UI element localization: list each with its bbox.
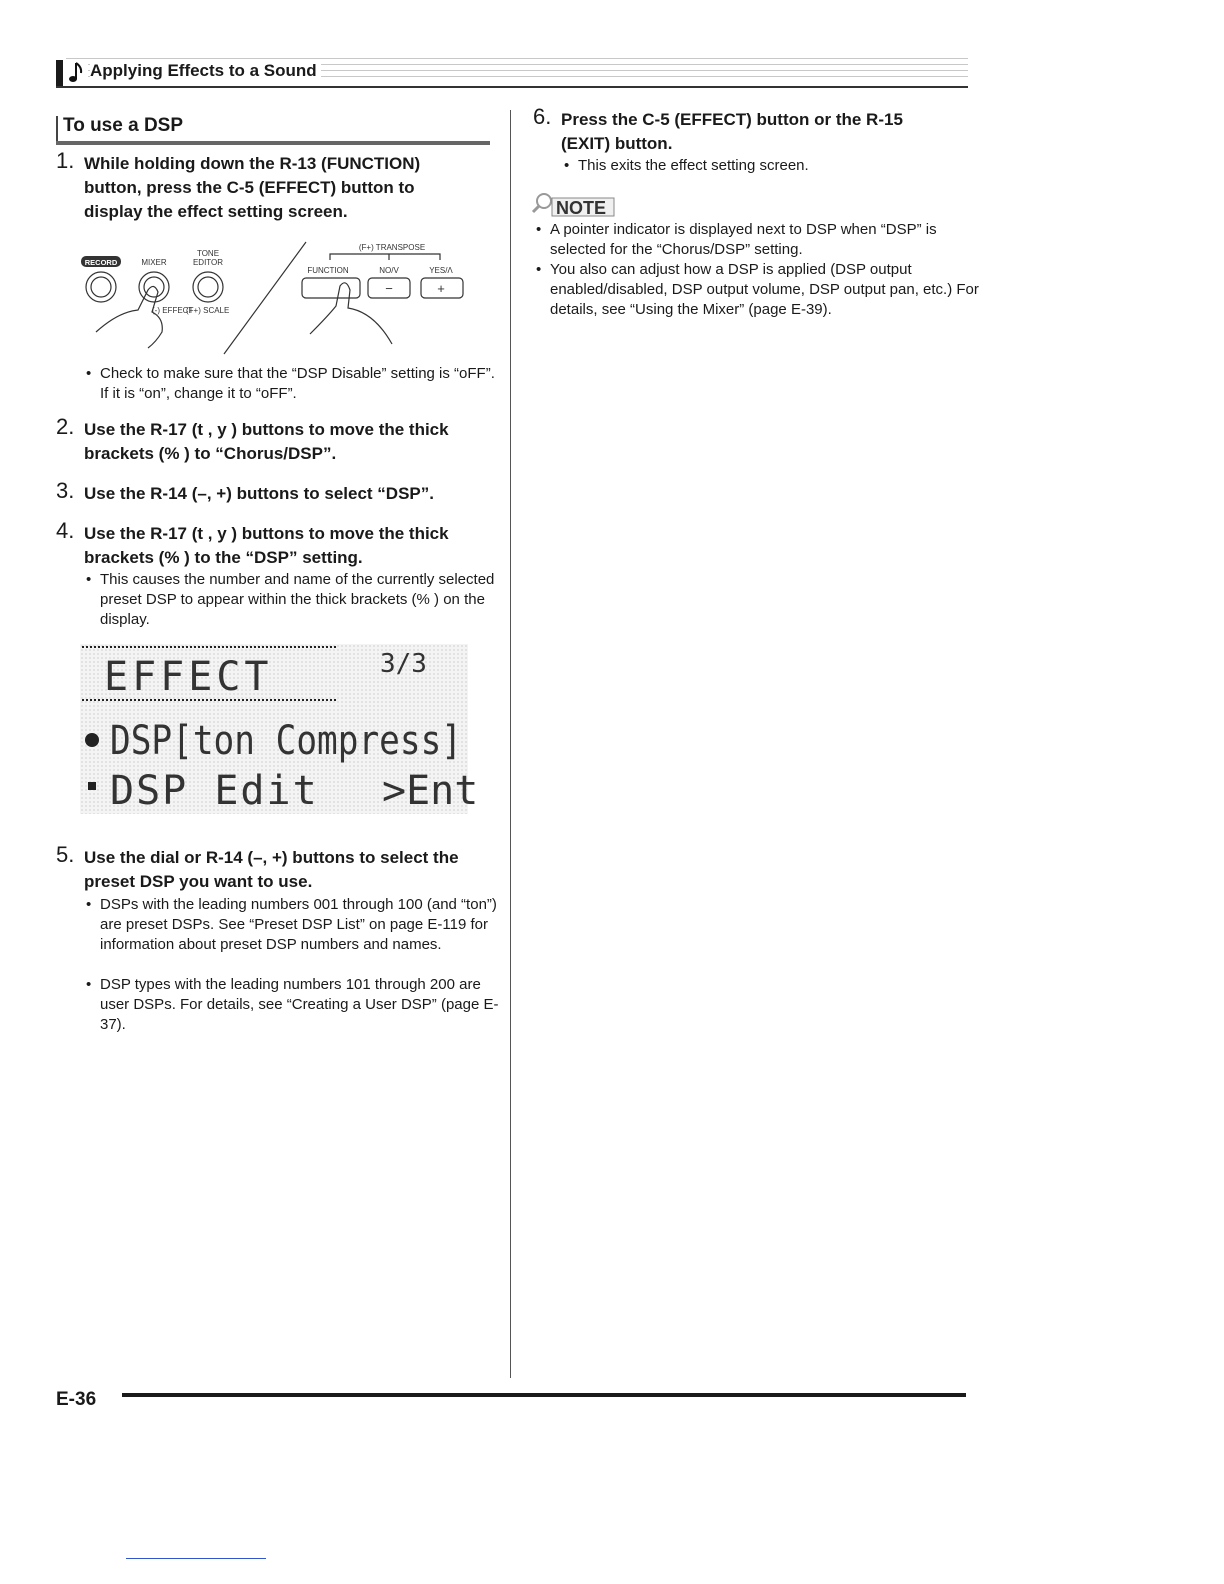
step-number: 3. <box>56 478 75 503</box>
music-note-icon <box>66 59 88 85</box>
step-4 <box>56 518 476 570</box>
step-number: 6. <box>533 104 552 129</box>
mixer-label: MIXER <box>141 258 167 267</box>
lcd-line-3-right: >Ent <box>382 768 479 814</box>
record-label: RECORD <box>84 258 118 267</box>
header-title: Applying Effects to a Sound <box>90 61 321 81</box>
step-2 <box>56 414 476 466</box>
function-label: FUNCTION <box>307 266 349 275</box>
minus-sign: − <box>385 281 393 296</box>
step-3 <box>56 478 476 506</box>
step-1-bullet: • Check to make sure that the “DSP Disable” setting is “oFF”. If it is “on”, change it to “oFF”. <box>84 364 500 404</box>
step-number: 1. <box>56 148 75 173</box>
step-4-bullet: • This causes the number and name of the currently selected preset DSP to appear within the thick brackets (% ) on the display. <box>84 570 500 630</box>
tone-label: TONE <box>196 249 220 258</box>
step-text: While holding down the R-13 (FUNCTION) button, press the C-5 (EFFECT) button to display the effect setting screen. <box>84 154 421 221</box>
lcd-line-1: EFFECT <box>104 654 273 700</box>
plus-sign: + <box>437 281 445 296</box>
header-underline <box>56 86 968 88</box>
step-text: Use the dial or R-14 (–, +) buttons to select the preset DSP you want to use. <box>84 848 459 891</box>
note-bullet-2: • You also can adjust how a DSP is applied (DSP output enabled/disabled, DSP output volume, DSP output pan, etc.) For details, see “Using the Mixer” (page E-39). <box>534 260 980 320</box>
lcd-display <box>80 644 479 814</box>
step-6-bullet: • This exits the effect setting screen. <box>562 156 968 176</box>
step-5-bullet-1: • DSPs with the leading numbers 001 through 100 (and “ton”) are preset DSPs. See “Preset DSP List” on page E-119 for information about preset DSP numbers and names. <box>84 895 500 955</box>
step-1 <box>56 148 476 224</box>
button-illustration <box>78 236 468 356</box>
step-5-bullet-2: • DSP types with the leading numbers 101 through 200 are user DSPs. For details, see “Creating a User DSP” (page E-37). <box>84 975 500 1035</box>
step-text: Use the R-14 (–, +) buttons to select “DSP”. <box>84 484 434 503</box>
footer-rule <box>122 1393 966 1397</box>
lcd-bullet-icon <box>88 782 96 790</box>
page-number: E-36 <box>56 1389 97 1410</box>
heading-bar <box>56 116 58 143</box>
step-number: 5. <box>56 842 75 867</box>
lcd-pointer-icon <box>85 733 99 747</box>
step-5 <box>56 842 476 894</box>
note-bullet-1: • A pointer indicator is displayed next to DSP when “DSP” is selected for the “Chorus/DSP” setting. <box>534 220 980 260</box>
transpose-label: (F+) TRANSPOSE <box>358 243 426 252</box>
scale-label: (F+) SCALE <box>186 306 230 315</box>
section-heading <box>56 114 490 144</box>
lcd-page: 3/3 <box>380 649 427 679</box>
step-text: Use the R-17 (t , y ) buttons to move the thick brackets (% ) to “Chorus/DSP”. <box>84 420 449 463</box>
section-heading-text: To use a DSP <box>63 115 184 136</box>
bottom-link-line <box>126 1558 266 1559</box>
step-number: 2. <box>56 414 75 439</box>
yes-label: YES/Λ <box>429 266 453 275</box>
column-divider <box>510 110 511 1378</box>
heading-underline <box>56 141 490 145</box>
step-6 <box>533 104 933 156</box>
lcd-line-3: DSP Edit <box>110 768 319 814</box>
no-label: NO/V <box>379 266 399 275</box>
page-header <box>56 58 968 88</box>
note-label: NOTE <box>556 198 607 218</box>
magnifier-icon <box>537 194 551 208</box>
note-badge <box>532 192 618 220</box>
step-number: 4. <box>56 518 75 543</box>
editor-label: EDITOR <box>192 258 224 267</box>
step-text: Use the R-17 (t , y ) buttons to move the thick brackets (% ) to the “DSP” setting. <box>84 524 449 567</box>
step-text: Press the C-5 (EFFECT) button or the R-15 (EXIT) button. <box>561 110 903 153</box>
effect-label: (-) EFFECT <box>152 306 194 315</box>
header-bar <box>56 60 63 86</box>
lcd-line-2: DSP[ton Compress] <box>110 718 462 764</box>
